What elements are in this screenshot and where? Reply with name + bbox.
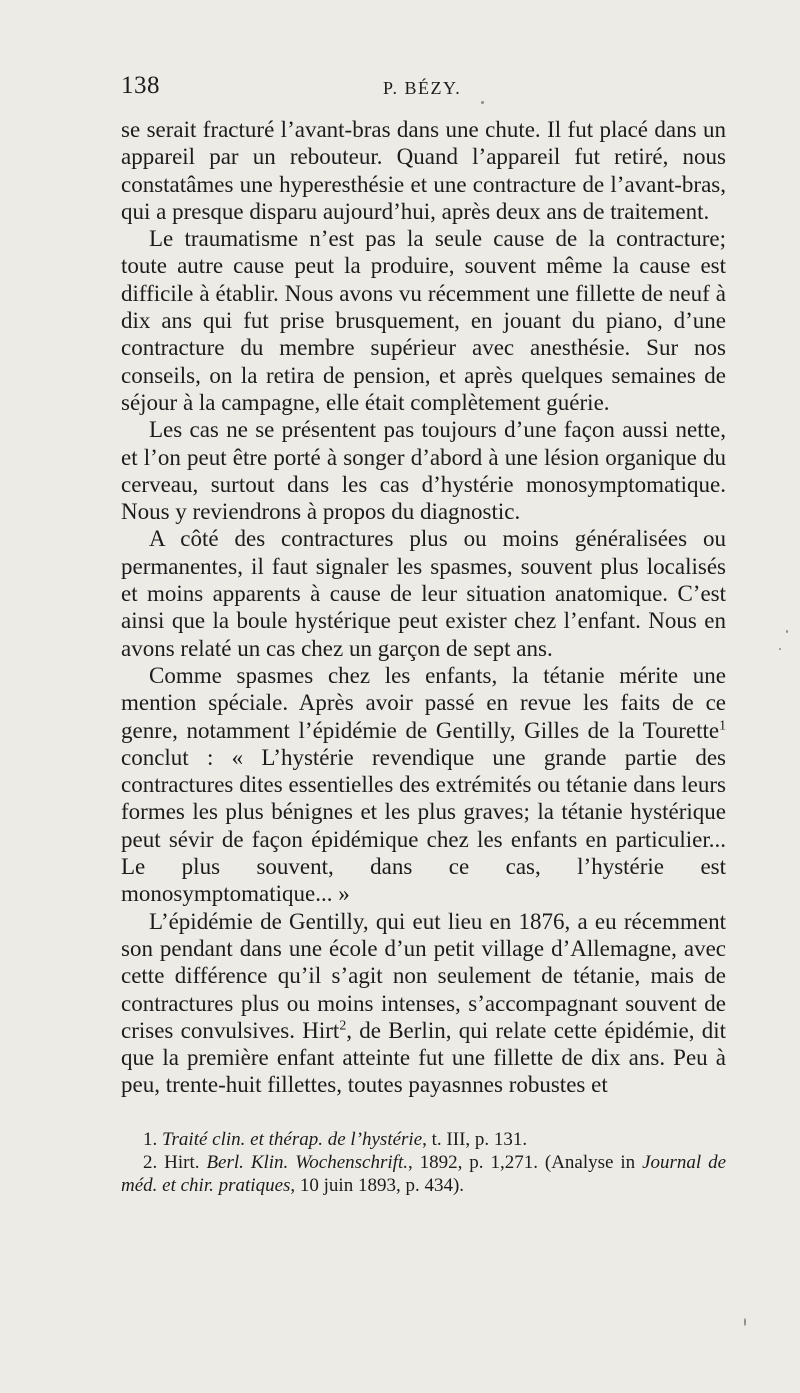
- paragraph-text: , de Berlin, qui relate cette épidémie, dit que la première enfant atteinte fut une fillette de dix ans. Peu à peu, trente-huit fillettes, toutes payasnnes robustes et: [121, 1017, 726, 1098]
- page-header: [121, 72, 726, 104]
- footnotes: [121, 1128, 726, 1197]
- footnote-text: , t. III, p. 131.: [422, 1129, 528, 1150]
- paragraph: Le traumatisme n’est pas la seule cause de la contracture; toute autre cause peut la produire, souvent même la cause est difficile à établir. Nous avons vu récemment une fillette de neuf à dix ans qui fut prise brusquement, en jouant du piano, d’une contracture du membre supérieur avec anesthésie. Sur nos conseils, on la retira de pension, et après quelques semaines de séjour à la campagne, elle était complètement guérie.: [121, 226, 726, 415]
- paragraph: [121, 662, 726, 908]
- footnote-1: [121, 1128, 726, 1151]
- footnote-number: 1.: [143, 1129, 158, 1150]
- footnote-ref: 2: [339, 1017, 347, 1033]
- paragraph-text: Comme spasmes chez les enfants, la tétanie mérite une mention spéciale. Après avoir passé en revue les faits de ce genre, notamment l’épidémie de Gentilly, Gilles de la Tourette: [121, 662, 726, 743]
- footnote-author: Hirt.: [164, 1152, 200, 1173]
- footnote-journal: Journal de méd. et chir. pratiques: [121, 1152, 727, 1196]
- footnote-text: , 10 juin 1893, p. 434).: [290, 1175, 465, 1196]
- paragraph: [121, 908, 726, 1099]
- page-number: 138: [121, 72, 160, 99]
- paragraph-text: conclut : « L’hystérie revendique une grande partie des contractures dites essentielles des extrémités ou tétanie dans leurs formes les plus bénignes et les plus graves; la tétanie hystérique peut sévir de façon épidémique chez les enfants en particulier... Le plus souvent, dans ce cas, l’hystérie est monosymptomatique... »: [121, 744, 726, 907]
- paper-speck: [786, 630, 788, 633]
- paragraph: Les cas ne se présentent pas toujours d’une façon aussi nette, et l’on peut être porté à songer d’abord à une lésion organique du cerveau, surtout dans les cas d’hystérie monosymptomatique. Nous y reviendrons à propos du diagnostic.: [121, 417, 726, 525]
- footnote-journal: Berl. Klin. Wochenschrift.: [206, 1152, 408, 1173]
- footnote-title: Traité clin. et thérap. de l’hystérie: [162, 1129, 423, 1150]
- footnote-number: 2.: [143, 1152, 158, 1173]
- running-head: P. BÉZY.: [383, 78, 462, 98]
- paragraph: A côté des contractures plus ou moins généralisées ou permanentes, il faut signaler les spasmes, souvent plus localisés et moins apparents à cause de leur situation anatomique. C’est ainsi que la boule hystérique peut exister chez l’enfant. Nous en avons relaté un cas chez un garçon de sept ans.: [121, 526, 726, 661]
- body-text: [121, 116, 726, 1099]
- paragraph-text: L’épidémie de Gentilly, qui eut lieu en 1876, a eu récemment son pendant dans une école d’un petit village d’Allemagne, avec cette différence qu’il s’agit non seulement de tétanie, mais de contractures plus ou moins intenses, s’accompagnant souvent de crises convulsives. Hirt: [121, 908, 726, 1043]
- paper-speck: [481, 101, 484, 104]
- paragraph: se serait fracturé l’avant-bras dans une chute. Il fut placé dans un appareil par un rebouteur. Quand l’appareil fut retiré, nous constatâmes une hyperesthésie et une contracture de l’avant-bras, qui a presque disparu aujourd’hui, après deux ans de traitement.: [121, 117, 726, 224]
- paper-speck: [779, 648, 781, 650]
- paper-speck: [744, 1318, 746, 1326]
- footnote-ref: 1: [719, 716, 726, 732]
- footnote-text: , 1892, p. 1,271. (Analyse in: [407, 1152, 643, 1173]
- footnote-2: [121, 1151, 726, 1197]
